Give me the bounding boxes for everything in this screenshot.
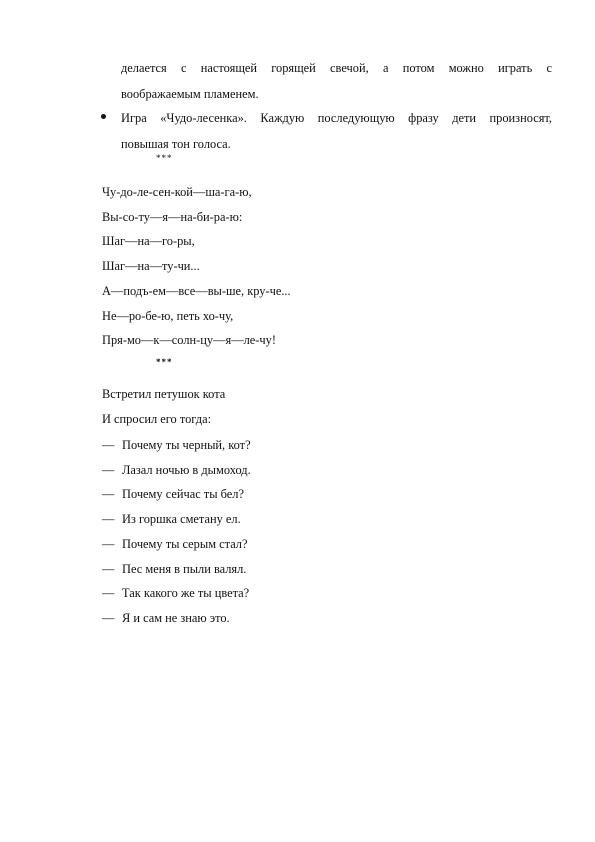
poem-line: Встретил петушок кота xyxy=(102,387,226,401)
bullet-icon xyxy=(101,114,106,119)
dialog-text: Лазал ночью в дымоход. xyxy=(122,462,251,477)
bullet-line-1: Игра «Чудо-лесенка». Каждую последующую фразу дети произносят, xyxy=(121,111,552,125)
poem-line: Не—ро-бе-ю, петь хо-чу, xyxy=(102,308,234,323)
bullet-item-game xyxy=(121,105,552,157)
separator-asterisks-1: *** xyxy=(156,153,173,163)
continuation-line-2: воображаемым пламенем. xyxy=(121,87,259,101)
poem-line: Вы-со-ту—я—на-би-ра-ю: xyxy=(102,209,243,224)
dialog-text: Почему ты черный, кот? xyxy=(122,438,251,452)
dialog-dash: — xyxy=(102,512,115,527)
poem-petushok-intro xyxy=(102,382,225,431)
poem-line: Шаг—на—го-ры, xyxy=(102,234,195,249)
poem-line: Шаг—на—ту-чи... xyxy=(102,259,200,274)
dialog-dash: — xyxy=(102,610,115,625)
poem-petushok-dialog xyxy=(102,433,251,631)
dialog-line xyxy=(102,557,251,582)
continuation-paragraph xyxy=(121,55,552,107)
dialog-text: Из горшка сметану ел. xyxy=(122,512,241,527)
continuation-line-1: делается с настоящей горящей свечой, а потом можно играть с xyxy=(121,61,552,75)
poem-line: Чу-до-ле-сен-кой—ша-га-ю, xyxy=(102,185,252,199)
dialog-dash: — xyxy=(102,487,115,502)
dialog-text: Почему сейчас ты бел? xyxy=(122,487,244,502)
dialog-dash: — xyxy=(102,438,115,452)
dialog-text: Я и сам не знаю это. xyxy=(122,610,230,625)
dialog-line xyxy=(102,458,251,483)
dialog-dash: — xyxy=(102,561,115,576)
dialog-line xyxy=(102,581,251,606)
poem-chudo-lesenka xyxy=(102,180,291,353)
separator-asterisks-2: *** xyxy=(156,357,173,367)
dialog-line xyxy=(102,606,251,631)
dialog-line xyxy=(102,482,251,507)
dialog-dash: — xyxy=(102,462,115,477)
dialog-line xyxy=(102,507,251,532)
dialog-text: Так какого же ты цвета? xyxy=(122,586,250,601)
dialog-text: Пес меня в пыли валял. xyxy=(122,561,247,576)
dialog-line xyxy=(102,532,251,557)
dialog-dash: — xyxy=(102,586,115,601)
dialog-dash: — xyxy=(102,536,115,551)
bullet-line-2: повышая тон голоса. xyxy=(121,137,231,151)
poem-line: А—подъ-ем—все—вы-ше, кру-че... xyxy=(102,283,291,298)
dialog-line xyxy=(102,433,251,458)
poem-line: И спросил его тогда: xyxy=(102,411,212,426)
poem-line: Пря-мо—к—солн-цу—я—ле-чу! xyxy=(102,333,276,348)
dialog-text: Почему ты серым стал? xyxy=(122,536,248,551)
